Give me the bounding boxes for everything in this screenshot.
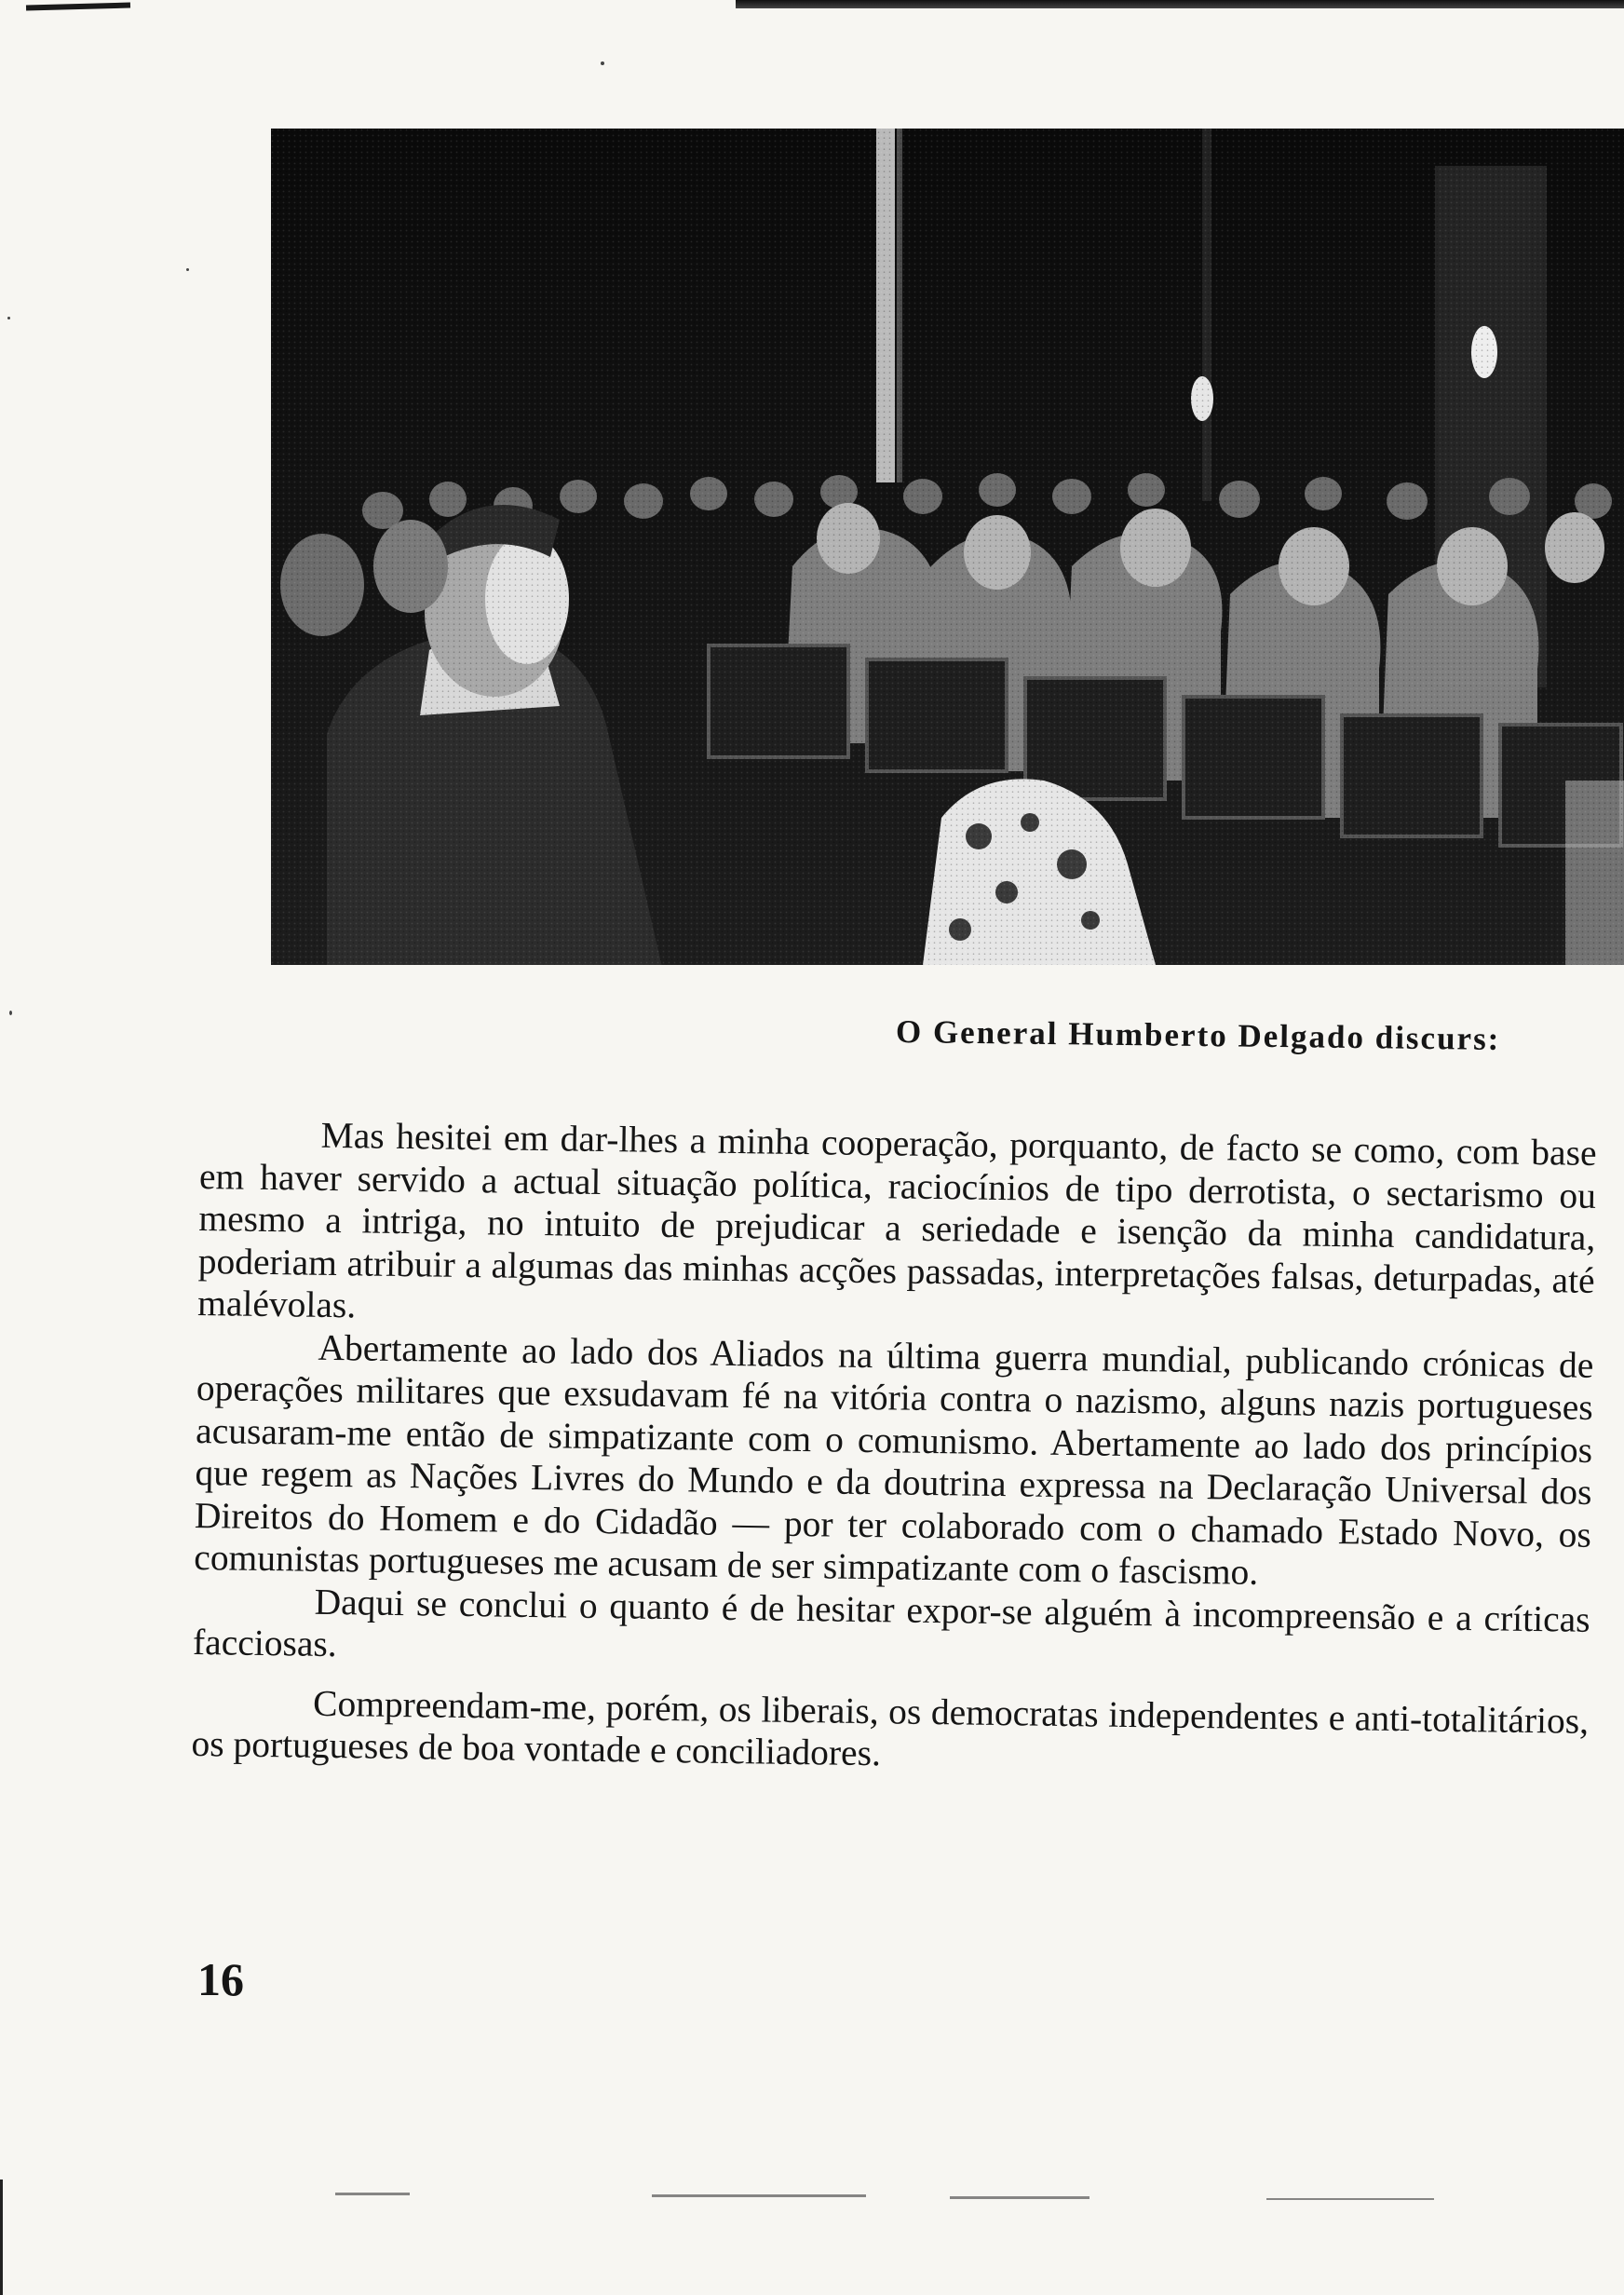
scan-smudge [335, 2193, 410, 2195]
paragraph: Compreendam-me, porém, os liberais, os democratas independentes e anti-totalitários, os portugueses de boa vontade e conciliadores. [191, 1682, 1590, 1774]
speck [7, 317, 10, 319]
speck [9, 1011, 12, 1015]
photo-caption: O General Humberto Delgado discurs: [895, 1013, 1501, 1057]
top-left-rule [26, 3, 130, 11]
scan-smudge [950, 2196, 1089, 2199]
paragraph: Daqui se conclui o quanto é de hesitar expor-se alguém à incompreensão e a críticas facciosas. [192, 1581, 1590, 1665]
paragraph: Mas hesitei em dar-lhes a minha cooperação, porquanto, de facto se como, com base em haver servido a actual situação política, raciocínios de tipo derrotista, o sectarismo ou mesmo a intriga, no intuito de prejudicar a seriedade e isenção da minha candidatura, poderiam atribuir a algumas das minhas acções passadas, interpretações falsas, deturpadas, até malévolas. [196, 1114, 1597, 1326]
body-text [191, 1113, 1597, 1785]
speck [186, 268, 189, 271]
top-right-rule [736, 0, 1624, 8]
page-number: 16 [197, 1953, 244, 2005]
meeting-photograph [271, 129, 1624, 965]
speck [601, 61, 604, 65]
paragraph: Abertamente ao lado dos Aliados na última guerra mundial, publicando crónicas de operações militares que exsudavam fé na vitória contra o nazismo, alguns nazis portugueses acusaram-me então de simpatizante com o comunismo. Abertamente ao lado dos princípios que regem as Nações Livres do Mundo e da doutrina expressa na Declaração Universal dos Direitos do Homem e do Cidadão — por ter colaborado com o chamado Estado Novo, os comunistas portugueses me acusam de ser simpatizante com o fascismo. [194, 1326, 1594, 1593]
scan-smudge [652, 2194, 866, 2197]
scan-smudge [1266, 2198, 1434, 2200]
scan-edge [0, 2180, 3, 2295]
photo-icon [271, 129, 1624, 965]
